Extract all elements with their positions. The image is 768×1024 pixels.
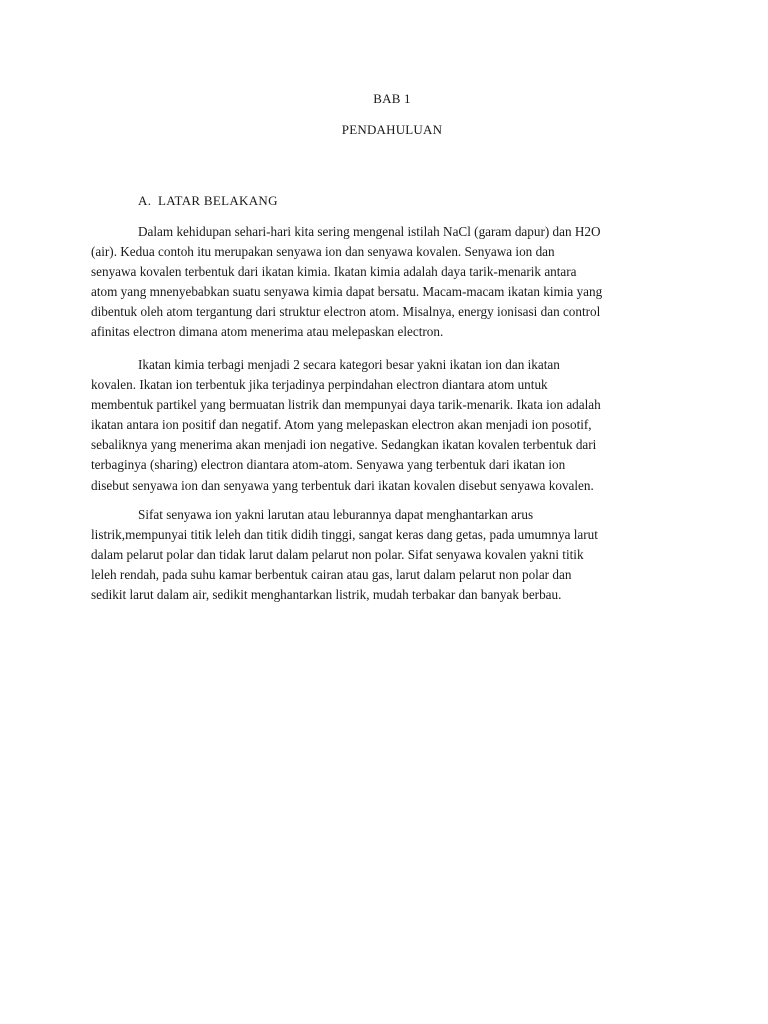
section-heading: [138, 193, 278, 209]
paragraph-line: (air). Kedua contoh itu merupakan senyawa ion dan senyawa kovalen. Senyawa ion dan: [91, 244, 555, 260]
section-number: A.: [138, 193, 152, 208]
paragraph-line: Dalam kehidupan sehari-hari kita sering mengenal istilah NaCl (garam dapur) dan H2O: [138, 224, 601, 239]
paragraph-line: listrik,mempunyai titik leleh dan titik didih tinggi, sangat keras dang getas, pada umumnya larut: [91, 527, 598, 543]
paragraph-1: [91, 222, 681, 343]
paragraph-line: sedikit larut dalam air, sedikit menghantarkan listrik, mudah terbakar dan banyak berbau.: [91, 587, 562, 603]
paragraph-line: Ikatan kimia terbagi menjadi 2 secara kategori besar yakni ikatan ion dan ikatan: [138, 357, 560, 372]
chapter-title: PENDAHULUAN: [341, 122, 443, 137]
paragraph-2: [91, 355, 681, 496]
paragraph-line: sebaliknya yang menerima akan menjadi ion negative. Sedangkan ikatan kovalen terbentuk dari: [91, 437, 597, 453]
chapter-number: BAB 1: [373, 91, 411, 106]
paragraph-line: kovalen. Ikatan ion terbentuk jika terjadinya perpindahan electron diantara atom untuk: [91, 377, 548, 393]
paragraph-line: dibentuk oleh atom tergantung dari struktur electron atom. Misalnya, energy ionisasi dan control: [91, 304, 601, 320]
paragraph-line: senyawa kovalen terbentuk dari ikatan kimia. Ikatan kimia adalah daya tarik-menarik antara: [91, 264, 577, 280]
paragraph-line: atom yang mnenyebabkan suatu senyawa kimia dapat bersatu. Macam-macam ikatan kimia yang: [91, 284, 603, 300]
paragraph-line: afinitas electron dimana atom menerima atau melepaskan electron.: [91, 324, 444, 340]
paragraph-line: Sifat senyawa ion yakni larutan atau leburannya dapat menghantarkan arus: [138, 507, 534, 522]
paragraph-line: membentuk partikel yang bermuatan listrik dan mempunyai daya tarik-menarik. Ikata ion adalah: [91, 397, 601, 413]
paragraph-line: dalam pelarut polar dan tidak larut dalam pelarut non polar. Sifat senyawa kovalen yakni titik: [91, 547, 584, 563]
paragraph-line: terbaginya (sharing) electron diantara atom-atom. Senyawa yang terbentuk dari ikatan ion: [91, 457, 566, 473]
section-title: LATAR BELAKANG: [158, 193, 278, 208]
paragraph-line: ikatan antara ion positif dan negatif. Atom yang melepaskan electron akan menjadi ion posotif,: [91, 417, 592, 433]
paragraph-line: leleh rendah, pada suhu kamar berbentuk cairan atau gas, larut dalam pelarut non polar dan: [91, 567, 572, 583]
paragraph-3: [91, 505, 681, 605]
paragraph-line: disebut senyawa ion dan senyawa yang terbentuk dari ikatan kovalen disebut senyawa kovalen.: [91, 477, 594, 493]
